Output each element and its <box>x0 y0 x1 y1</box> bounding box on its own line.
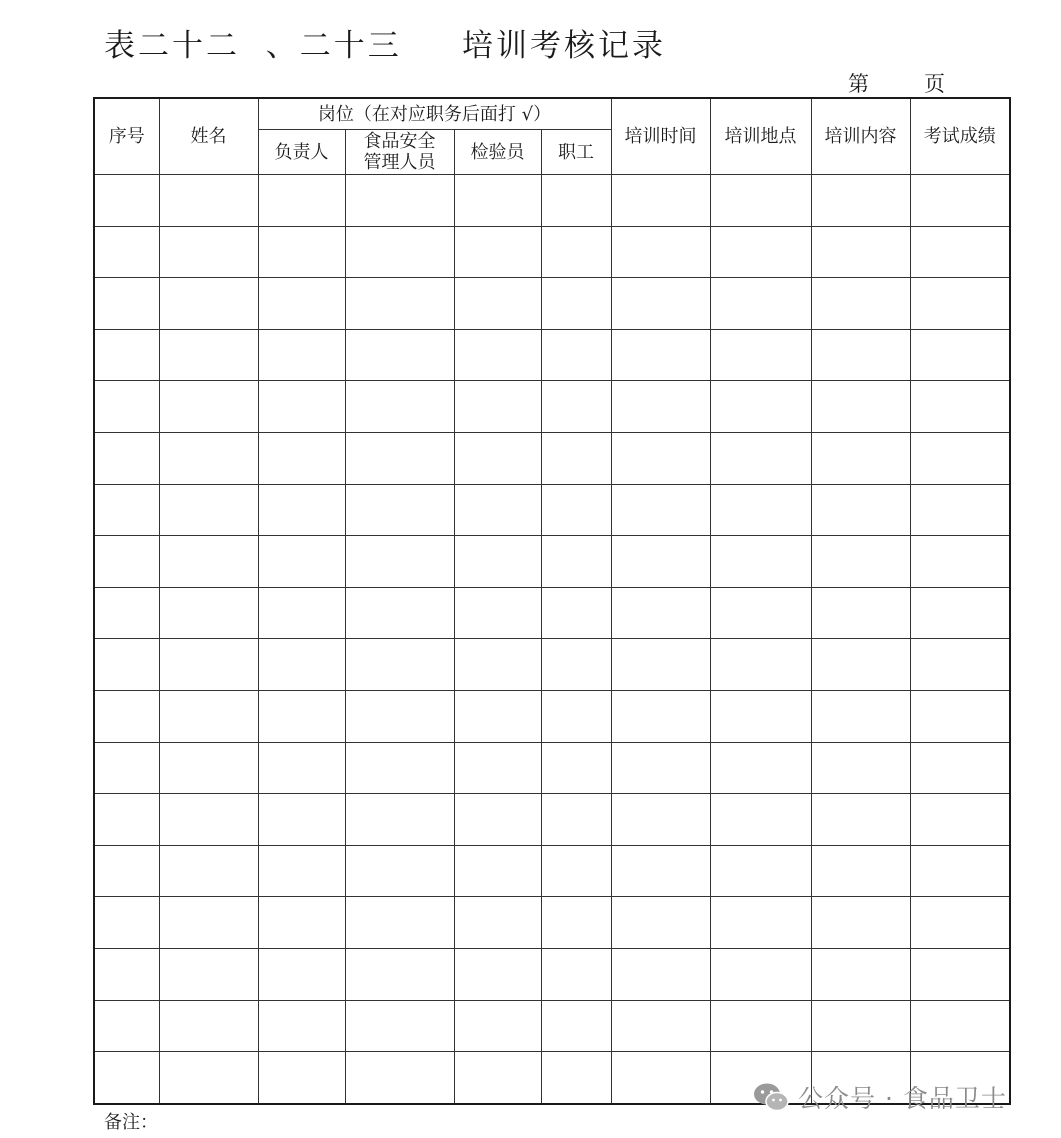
table-cell[interactable] <box>94 690 159 742</box>
table-cell[interactable] <box>910 587 1010 639</box>
header-training-place: 培训地点 <box>710 98 811 175</box>
table-cell[interactable] <box>258 226 345 278</box>
table-row <box>94 1000 1010 1052</box>
table-cell[interactable] <box>159 1000 258 1052</box>
table-cell[interactable] <box>710 536 811 588</box>
table-cell[interactable] <box>611 381 710 433</box>
table-cell[interactable] <box>541 742 611 794</box>
table-cell[interactable] <box>710 948 811 1000</box>
table-cell[interactable] <box>345 278 454 330</box>
header-food-safety-line-1: 食品安全 <box>363 131 436 152</box>
table-row <box>94 948 1010 1000</box>
table-cell[interactable] <box>541 897 611 949</box>
table-cell[interactable] <box>258 690 345 742</box>
table-cell[interactable] <box>541 1000 611 1052</box>
table-cell[interactable] <box>611 175 710 227</box>
table-cell[interactable] <box>811 432 910 484</box>
table-cell[interactable] <box>611 226 710 278</box>
table-cell[interactable] <box>710 278 811 330</box>
table-cell[interactable] <box>710 226 811 278</box>
table-cell[interactable] <box>611 1000 710 1052</box>
table-cell[interactable] <box>710 794 811 846</box>
table-cell[interactable] <box>611 639 710 691</box>
table-row <box>94 845 1010 897</box>
table-row <box>94 794 1010 846</box>
table-cell[interactable] <box>94 742 159 794</box>
table-cell[interactable] <box>454 845 541 897</box>
table-cell[interactable] <box>258 1000 345 1052</box>
table-cell[interactable] <box>541 587 611 639</box>
table-cell[interactable] <box>258 329 345 381</box>
table-cell[interactable] <box>345 329 454 381</box>
table-cell[interactable] <box>258 948 345 1000</box>
table-cell[interactable] <box>710 432 811 484</box>
watermark <box>752 1079 1007 1115</box>
table-cell[interactable] <box>258 587 345 639</box>
table-cell[interactable] <box>454 381 541 433</box>
table-cell[interactable] <box>611 536 710 588</box>
table-cell[interactable] <box>611 278 710 330</box>
header-staff: 职工 <box>541 130 611 175</box>
header-training-time: 培训时间 <box>611 98 710 175</box>
table-cell[interactable] <box>454 1052 541 1104</box>
table-cell[interactable] <box>159 897 258 949</box>
table-cell[interactable] <box>910 278 1010 330</box>
table-row <box>94 226 1010 278</box>
table-cell[interactable] <box>345 1052 454 1104</box>
table-cell[interactable] <box>910 639 1010 691</box>
table-cell[interactable] <box>94 897 159 949</box>
table-cell[interactable] <box>454 536 541 588</box>
table-cell[interactable] <box>159 587 258 639</box>
table-cell[interactable] <box>159 278 258 330</box>
table-code: 表二十二 、二十三 <box>104 28 402 64</box>
table-cell[interactable] <box>454 948 541 1000</box>
table-cell[interactable] <box>258 845 345 897</box>
table-cell[interactable] <box>541 690 611 742</box>
table-row <box>94 484 1010 536</box>
table-cell[interactable] <box>541 484 611 536</box>
training-record-table <box>93 97 1011 1105</box>
table-cell[interactable] <box>159 175 258 227</box>
table-cell[interactable] <box>910 484 1010 536</box>
table-cell[interactable] <box>611 1052 710 1104</box>
table-cell[interactable] <box>910 381 1010 433</box>
table-cell[interactable] <box>345 897 454 949</box>
table-cell[interactable] <box>910 226 1010 278</box>
table-cell[interactable] <box>94 329 159 381</box>
table-cell[interactable] <box>611 329 710 381</box>
table-cell[interactable] <box>611 794 710 846</box>
table-cell[interactable] <box>345 536 454 588</box>
table-cell[interactable] <box>910 329 1010 381</box>
table-cell[interactable] <box>159 845 258 897</box>
table-cell[interactable] <box>811 329 910 381</box>
table-cell[interactable] <box>454 1000 541 1052</box>
table-cell[interactable] <box>258 278 345 330</box>
table-cell[interactable] <box>710 329 811 381</box>
table-cell[interactable] <box>94 1052 159 1104</box>
table-cell[interactable] <box>454 690 541 742</box>
table-cell[interactable] <box>94 1000 159 1052</box>
table-cell[interactable] <box>94 794 159 846</box>
table-cell[interactable] <box>159 432 258 484</box>
table-cell[interactable] <box>811 897 910 949</box>
table-cell[interactable] <box>454 484 541 536</box>
table-cell[interactable] <box>454 278 541 330</box>
table-cell[interactable] <box>811 484 910 536</box>
header-food-safety-manager <box>345 130 454 175</box>
table-cell[interactable] <box>345 175 454 227</box>
header-training-content: 培训内容 <box>811 98 910 175</box>
table-cell[interactable] <box>258 639 345 691</box>
table-row <box>94 897 1010 949</box>
table-cell[interactable] <box>258 484 345 536</box>
table-cell[interactable] <box>258 1052 345 1104</box>
header-inspector: 检验员 <box>454 130 541 175</box>
page-number-label-suffix: 页 <box>924 72 945 96</box>
table-cell[interactable] <box>710 897 811 949</box>
table-cell[interactable] <box>345 226 454 278</box>
table-cell[interactable] <box>811 845 910 897</box>
table-row <box>94 690 1010 742</box>
table-cell[interactable] <box>94 432 159 484</box>
table-cell[interactable] <box>159 639 258 691</box>
table-cell[interactable] <box>910 432 1010 484</box>
table-cell[interactable] <box>541 226 611 278</box>
table-cell[interactable] <box>258 794 345 846</box>
table-cell[interactable] <box>910 1000 1010 1052</box>
table-cell[interactable] <box>811 381 910 433</box>
table-cell[interactable] <box>710 587 811 639</box>
table-cell[interactable] <box>541 381 611 433</box>
table-row <box>94 536 1010 588</box>
table-cell[interactable] <box>811 175 910 227</box>
table-cell[interactable] <box>345 794 454 846</box>
table-cell[interactable] <box>811 742 910 794</box>
table-cell[interactable] <box>94 845 159 897</box>
table-cell[interactable] <box>345 948 454 1000</box>
table-cell[interactable] <box>345 1000 454 1052</box>
header-exam-score: 考试成绩 <box>910 98 1010 175</box>
table-cell[interactable] <box>345 484 454 536</box>
table-cell[interactable] <box>454 329 541 381</box>
table-body <box>94 175 1010 1104</box>
table-cell[interactable] <box>258 742 345 794</box>
table-cell[interactable] <box>710 1000 811 1052</box>
table-cell[interactable] <box>710 742 811 794</box>
table-cell[interactable] <box>910 897 1010 949</box>
table-cell[interactable] <box>345 432 454 484</box>
table-cell[interactable] <box>345 587 454 639</box>
watermark-text: 公众号 · 食品卫士 <box>798 1084 1007 1113</box>
table-cell[interactable] <box>811 587 910 639</box>
table-cell[interactable] <box>811 794 910 846</box>
table-cell[interactable] <box>159 690 258 742</box>
table-cell[interactable] <box>811 948 910 1000</box>
table-cell[interactable] <box>345 690 454 742</box>
table-cell[interactable] <box>710 639 811 691</box>
table-cell[interactable] <box>94 175 159 227</box>
wechat-icon <box>752 1081 790 1113</box>
table-cell[interactable] <box>258 175 345 227</box>
table-cell[interactable] <box>611 742 710 794</box>
remark-label: 备注： <box>104 1112 158 1133</box>
table-cell[interactable] <box>94 536 159 588</box>
table-cell[interactable] <box>94 484 159 536</box>
table-row <box>94 175 1010 227</box>
table-cell[interactable] <box>541 329 611 381</box>
table-cell[interactable] <box>710 845 811 897</box>
table-cell[interactable] <box>345 845 454 897</box>
table-cell[interactable] <box>258 381 345 433</box>
table-cell[interactable] <box>710 175 811 227</box>
table-cell[interactable] <box>541 639 611 691</box>
table-cell[interactable] <box>94 587 159 639</box>
table-cell[interactable] <box>541 536 611 588</box>
header-responsible: 负责人 <box>258 130 345 175</box>
table-row <box>94 329 1010 381</box>
table-cell[interactable] <box>454 175 541 227</box>
table-row <box>94 742 1010 794</box>
table-cell[interactable] <box>159 484 258 536</box>
table-cell[interactable] <box>910 536 1010 588</box>
table-cell[interactable] <box>258 432 345 484</box>
table-cell[interactable] <box>94 278 159 330</box>
table-cell[interactable] <box>454 639 541 691</box>
table-cell[interactable] <box>345 742 454 794</box>
header-food-safety-line-2: 管理人员 <box>363 152 436 173</box>
table-cell[interactable] <box>159 948 258 1000</box>
table-cell[interactable] <box>710 484 811 536</box>
table-cell[interactable] <box>811 639 910 691</box>
table-cell[interactable] <box>910 845 1010 897</box>
table-cell[interactable] <box>811 536 910 588</box>
table-cell[interactable] <box>541 1052 611 1104</box>
header-serial: 序号 <box>94 98 159 175</box>
table-cell[interactable] <box>710 690 811 742</box>
table-cell[interactable] <box>541 278 611 330</box>
table-cell[interactable] <box>611 587 710 639</box>
table-cell[interactable] <box>159 381 258 433</box>
table-cell[interactable] <box>910 742 1010 794</box>
table-cell[interactable] <box>811 1000 910 1052</box>
table-cell[interactable] <box>159 742 258 794</box>
table-row <box>94 381 1010 433</box>
table-cell[interactable] <box>910 175 1010 227</box>
table-cell[interactable] <box>159 794 258 846</box>
table-cell[interactable] <box>159 1052 258 1104</box>
table-cell[interactable] <box>611 845 710 897</box>
table-cell[interactable] <box>611 948 710 1000</box>
table-cell[interactable] <box>159 536 258 588</box>
table-cell[interactable] <box>345 381 454 433</box>
table-row <box>94 278 1010 330</box>
page-number-label-prefix: 第 <box>848 72 869 96</box>
table-cell[interactable] <box>454 226 541 278</box>
table-cell[interactable] <box>611 484 710 536</box>
table-cell[interactable] <box>811 690 910 742</box>
table-cell[interactable] <box>910 690 1010 742</box>
table-cell[interactable] <box>910 948 1010 1000</box>
table-cell[interactable] <box>611 432 710 484</box>
table-cell[interactable] <box>94 381 159 433</box>
table-row <box>94 587 1010 639</box>
table-cell[interactable] <box>541 794 611 846</box>
table-cell[interactable] <box>541 175 611 227</box>
table-cell[interactable] <box>910 794 1010 846</box>
table-cell[interactable] <box>811 278 910 330</box>
table-cell[interactable] <box>710 381 811 433</box>
table-cell[interactable] <box>611 690 710 742</box>
table-cell[interactable] <box>611 897 710 949</box>
table-cell[interactable] <box>94 226 159 278</box>
page-title: 培训考核记录 <box>462 28 666 64</box>
table-cell[interactable] <box>454 897 541 949</box>
table-cell[interactable] <box>159 329 258 381</box>
table-cell[interactable] <box>541 948 611 1000</box>
table-cell[interactable] <box>94 948 159 1000</box>
table-cell[interactable] <box>454 742 541 794</box>
table-cell[interactable] <box>159 226 258 278</box>
table-row <box>94 432 1010 484</box>
table-cell[interactable] <box>94 639 159 691</box>
table-cell[interactable] <box>258 897 345 949</box>
table-cell[interactable] <box>541 845 611 897</box>
header-name: 姓名 <box>159 98 258 175</box>
table-cell[interactable] <box>811 226 910 278</box>
table-cell[interactable] <box>454 794 541 846</box>
table-cell[interactable] <box>454 432 541 484</box>
table-cell[interactable] <box>345 639 454 691</box>
table-row <box>94 639 1010 691</box>
table-cell[interactable] <box>258 536 345 588</box>
table-cell[interactable] <box>541 432 611 484</box>
table-cell[interactable] <box>454 587 541 639</box>
header-position-group: 岗位（在对应职务后面打 √） <box>258 98 611 130</box>
